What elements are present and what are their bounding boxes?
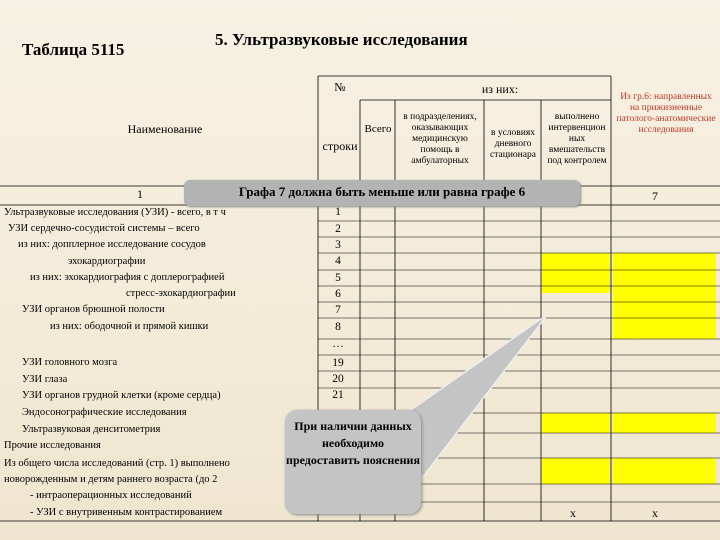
row-name: из них: эхокардиография с доплерографией [30,272,225,283]
row-name: эхокардиографии [68,256,146,267]
row-number: 1 [335,206,341,218]
row-name: УЗИ органов брюшной полости [22,304,165,315]
row-number: 6 [335,288,341,300]
row-number: 21 [332,389,344,401]
highlight-cells [542,253,716,484]
row-number: 7 [335,304,341,316]
row-name: Эндосонографические исследования [22,407,187,418]
row-name: УЗИ сердечно-сосудистой системы – всего [8,223,200,234]
callout-explanation: При наличии данных необходимо предоставить пояснения [285,410,421,514]
row-number: 20 [332,373,344,385]
header-name: Наименование [127,122,203,136]
row-name: Прочие исследования [4,440,101,451]
header-outpatient: в подразделениях, оказывающих медицинскую помощь в амбулаторных [403,112,477,166]
header-pathology: Из гр.6: направленных на прижизненные патолого-анатомические исследования [616,92,716,135]
page-title: 5. Ультразвуковые исследования [215,30,468,49]
header-number: № [334,80,346,94]
row-name: Ультразвуковые исследования (УЗИ) - всего, в т ч [4,207,226,218]
row-number: … [332,338,344,350]
row-name: УЗИ глаза [22,374,68,385]
row-number: 2 [335,223,341,235]
row-name: Из общего числа исследований (стр. 1) выполнено [4,458,230,469]
header-interventional: выполнено интервенцион ных вмешательств под контролем [547,112,607,166]
row-name: УЗИ органов грудной клетки (кроме сердца) [22,390,221,401]
row-name: из них: ободочной и прямой кишки [50,321,209,332]
header-row: строки [322,139,358,153]
row-name: - УЗИ с внутривенным контрастированием [30,507,223,518]
callout-column-rule: Графа 7 должна быть меньше или равна графе 6 [184,180,580,206]
row-number: 5 [335,272,341,284]
row-number: 19 [332,357,344,369]
cross-mark: x [652,506,658,520]
row-name: УЗИ головного мозга [22,357,118,368]
row-number: 8 [335,321,341,333]
row-name: Ультразвуковая денситометрия [22,424,161,435]
column-number-1: 1 [137,187,143,201]
header-of-them: из них: [481,82,519,96]
row-name: из них: допплерное исследование сосудов [18,239,206,250]
row-name: стресс-эхокардиографии [126,288,236,299]
header-total: Всего [364,123,392,135]
column-number-7: 7 [652,189,658,203]
table-label: Таблица 5115 [22,40,125,59]
row-number: 4 [335,255,341,267]
header-day-hospital: в условиях дневного стационара [490,128,536,160]
row-name: новорожденным и детям раннего возраста (до 2 [4,474,218,485]
cross-mark: x [570,506,576,520]
row-number: 3 [335,239,341,251]
row-name: - интраоперационных исследований [30,490,192,501]
